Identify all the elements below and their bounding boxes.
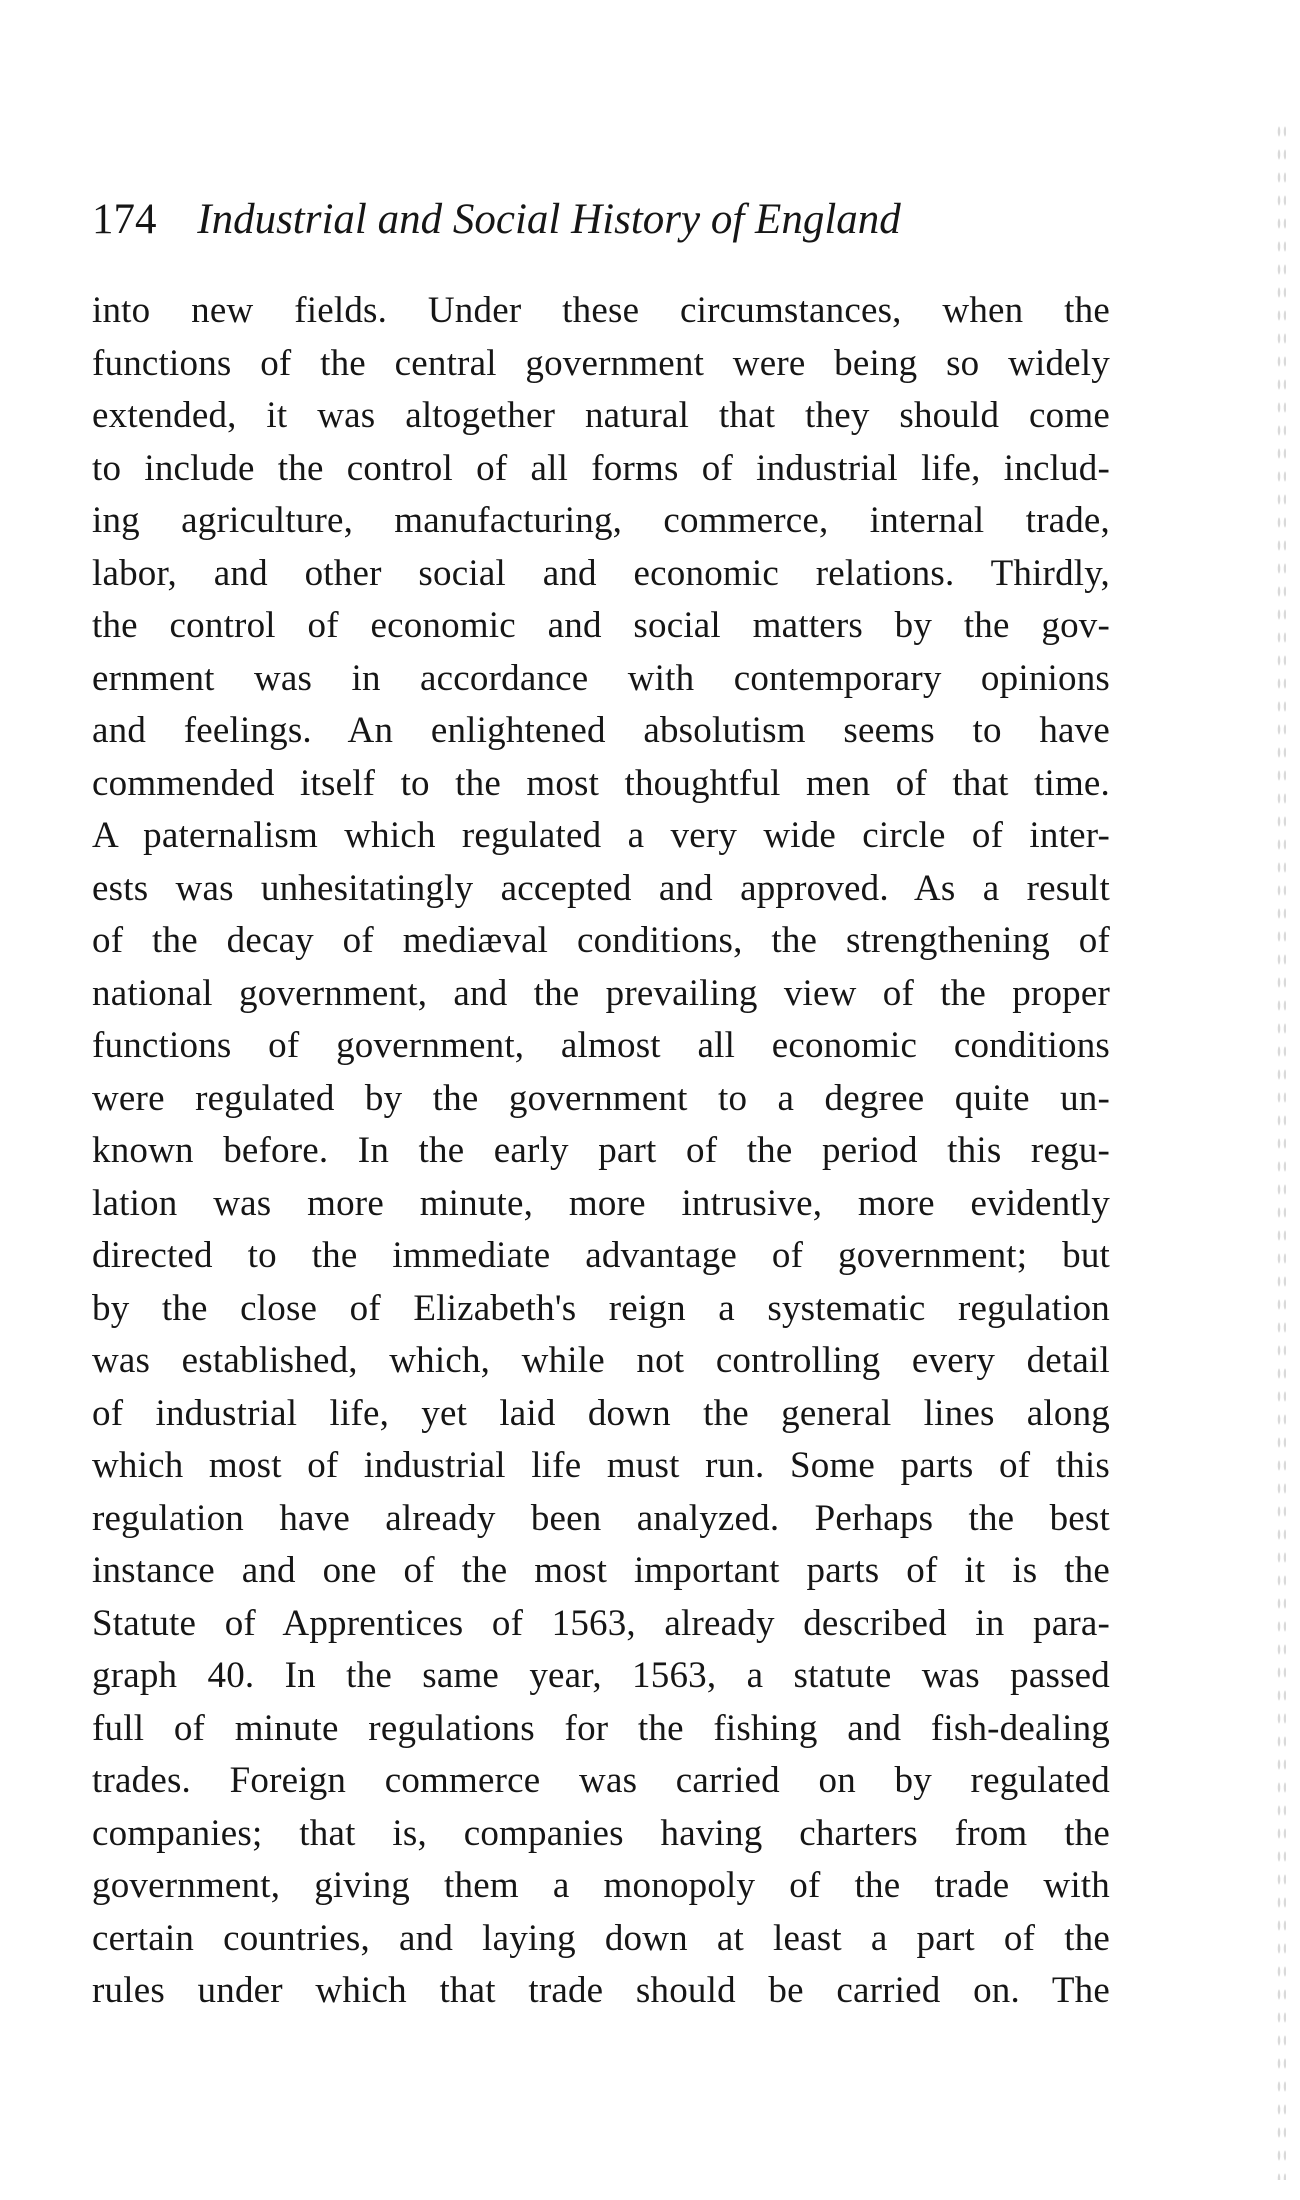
text-line: ests was unhesitatingly accepted and approved. As a result xyxy=(92,867,1110,909)
text-line: of industrial life, yet laid down the general lines along xyxy=(92,1392,1110,1434)
text-line: ernment was in accordance with contemporary opinions xyxy=(92,657,1110,699)
text-line: functions of the central government were being so widely xyxy=(92,342,1110,384)
text-line: which most of industrial life must run. Some parts of this xyxy=(92,1445,1110,1486)
text-line: A paternalism which regulated a very wide circle of inter- xyxy=(92,815,1110,856)
text-line: national government, and the prevailing view of the proper xyxy=(92,972,1110,1014)
text-line: of the decay of mediæval conditions, the strengthening of xyxy=(92,920,1110,961)
text-line: trades. Foreign commerce was carried on by regulated xyxy=(92,1760,1110,1801)
running-title: Industrial and Social History of England xyxy=(197,196,901,243)
text-line: instance and one of the most important parts of it is the xyxy=(92,1550,1110,1591)
text-line: graph 40. In the same year, 1563, a statute was passed xyxy=(92,1655,1110,1696)
text-line: into new fields. Under these circumstances, when the xyxy=(92,290,1110,331)
text-line: and feelings. An enlightened absolutism seems to have xyxy=(92,710,1110,751)
text-line: government, giving them a monopoly of the trade with xyxy=(92,1865,1110,1906)
page-edge-shadow xyxy=(1276,120,1286,2180)
text-line: labor, and other social and economic relations. Thirdly, xyxy=(92,552,1110,594)
text-line: extended, it was altogether natural that they should come xyxy=(92,395,1110,436)
text-line: by the close of Elizabeth's reign a systematic regulation xyxy=(92,1287,1110,1329)
text-line: companies; that is, companies having charters from the xyxy=(92,1812,1110,1854)
text-line: functions of government, almost all economic conditions xyxy=(92,1025,1110,1066)
text-line: full of minute regulations for the fishing and fish-dealing xyxy=(92,1707,1110,1749)
text-line: commended itself to the most thoughtful men of that time. xyxy=(92,762,1110,804)
text-line: was established, which, while not controlling every detail xyxy=(92,1340,1110,1381)
text-line: Statute of Apprentices of 1563, already described in para- xyxy=(92,1602,1110,1644)
page-number: 174 xyxy=(92,196,157,243)
text-line: directed to the immediate advantage of government; but xyxy=(92,1235,1110,1276)
text-line: certain countries, and laying down at least a part of the xyxy=(92,1917,1110,1959)
text-line: rules under which that trade should be carried on. The xyxy=(92,1970,1110,2011)
text-line: the control of economic and social matters by the gov- xyxy=(92,605,1110,646)
text-line: ing agriculture, manufacturing, commerce, internal trade, xyxy=(92,500,1110,541)
body-text xyxy=(92,285,1110,2018)
text-line: were regulated by the government to a degree quite un- xyxy=(92,1077,1110,1119)
text-line: known before. In the early part of the period this regu- xyxy=(92,1130,1110,1171)
text-line: to include the control of all forms of industrial life, includ- xyxy=(92,447,1110,489)
text-line: regulation have already been analyzed. Perhaps the best xyxy=(92,1497,1110,1539)
text-line: lation was more minute, more intrusive, more evidently xyxy=(92,1182,1110,1224)
running-header xyxy=(92,190,1092,250)
